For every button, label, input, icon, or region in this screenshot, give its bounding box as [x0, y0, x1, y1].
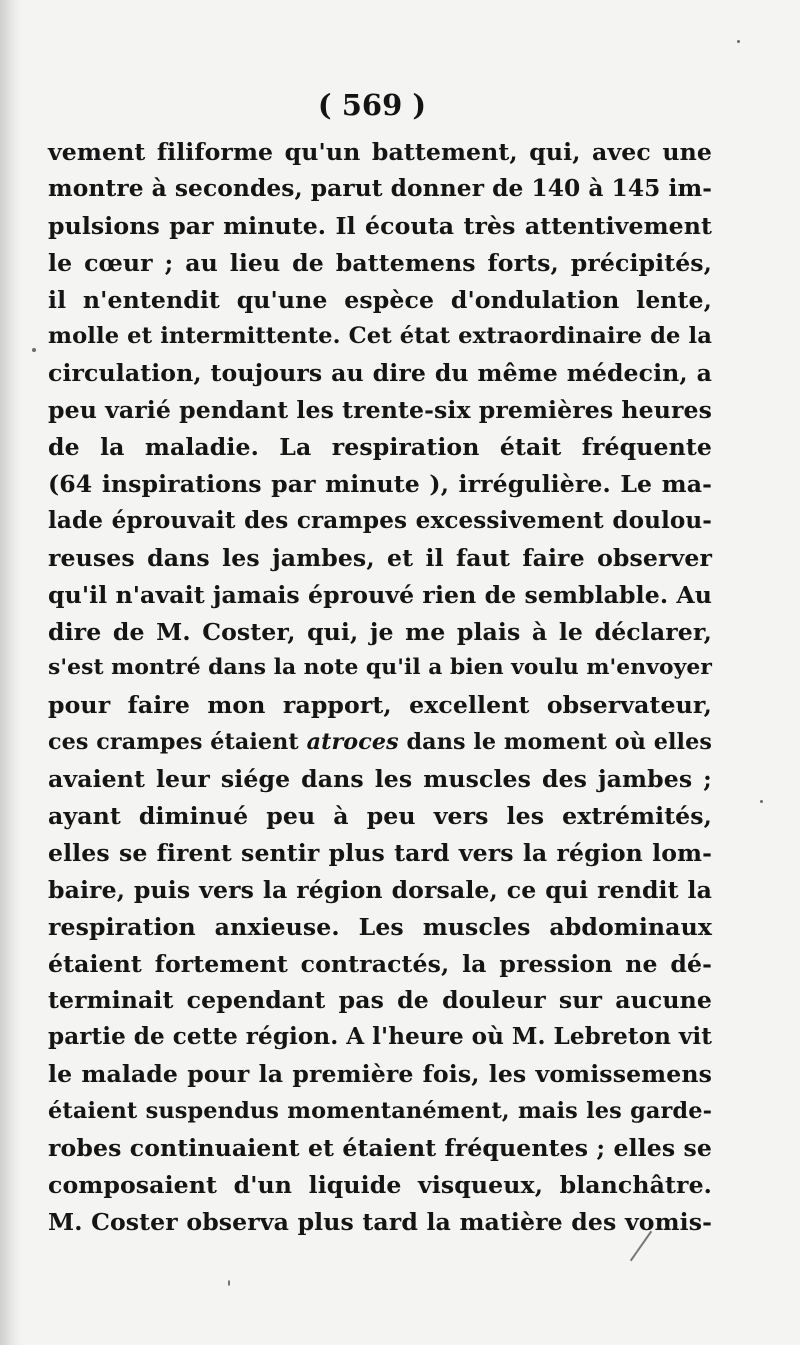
- text-line: composaient d'un liquide visqueux, blanchâtre.: [48, 1170, 712, 1199]
- text-line: vement filiforme qu'un battement, qui, avec une: [48, 138, 712, 166]
- text-line: elles se firent sentir plus tard vers la région lom-: [48, 838, 712, 867]
- italic-word: atroces: [306, 729, 399, 756]
- text-line: molle et intermittente. Cet état extraordinaire de la: [48, 323, 712, 350]
- text-line: (64 inspirations par minute ), irrégulière. Le ma-: [48, 470, 712, 499]
- page-edge-shadow: [0, 0, 22, 1345]
- text-line: respiration anxieuse. Les muscles abdominaux: [48, 912, 712, 941]
- text-line: dire de M. Coster, qui, je me plais à le déclarer,: [48, 617, 712, 646]
- ink-speck: [760, 800, 763, 803]
- text-line: étaient fortement contractés, la pression ne dé-: [48, 949, 712, 978]
- text-line: peu varié pendant les trente-six premières heures: [48, 396, 712, 425]
- text-line: circulation, toujours au dire du même médecin, a: [48, 359, 712, 388]
- text-line: reuses dans les jambes, et il faut faire observer: [48, 543, 712, 572]
- text-segment: dans le moment où elles: [398, 729, 712, 756]
- text-line: M. Coster observa plus tard la matière des vomis-: [48, 1207, 712, 1236]
- text-line: il n'entendit qu'une espèce d'ondulation lente,: [48, 285, 712, 314]
- text-line: robes continuaient et étaient fréquentes ; elles se: [48, 1134, 712, 1163]
- ink-speck: [228, 1280, 230, 1286]
- text-line: montre à secondes, parut donner de 140 à 145 im-: [48, 174, 712, 202]
- text-segment: ces crampes étaient: [48, 729, 307, 756]
- ink-speck: [737, 40, 740, 43]
- text-line: qu'il n'avait jamais éprouvé rien de semblable. Au: [48, 580, 712, 609]
- text-line: terminait cependant pas de douleur sur aucune: [48, 986, 712, 1015]
- text-line: partie de cette région. A l'heure où M. Lebreton vit: [48, 1023, 712, 1051]
- text-line: étaient suspendus momentanément, mais les garde-: [48, 1098, 712, 1125]
- text-line: pulsions par minute. Il écouta très attentivement: [48, 211, 712, 240]
- text-line: le cœur ; au lieu de battemens forts, précipités,: [48, 248, 712, 277]
- ink-speck: [32, 348, 36, 352]
- text-line: lade éprouvait des crampes excessivement doulou-: [48, 506, 712, 534]
- text-line: de la maladie. La respiration était fréquente: [48, 433, 712, 462]
- text-line: [48, 724, 712, 761]
- text-line: baire, puis vers la région dorsale, ce qui rendit la: [48, 875, 712, 904]
- text-line: le malade pour la première fois, les vomissemens: [48, 1060, 712, 1089]
- text-line: pour faire mon rapport, excellent observateur,: [48, 691, 712, 720]
- text-line: ayant diminué peu à peu vers les extrémités,: [48, 802, 712, 831]
- page-number: ( 569 ): [317, 88, 427, 122]
- text-line: s'est montré dans la note qu'il a bien voulu m'envoyer: [48, 655, 712, 681]
- text-line: avaient leur siége dans les muscles des jambes ;: [48, 765, 712, 794]
- body-text: [48, 134, 712, 1241]
